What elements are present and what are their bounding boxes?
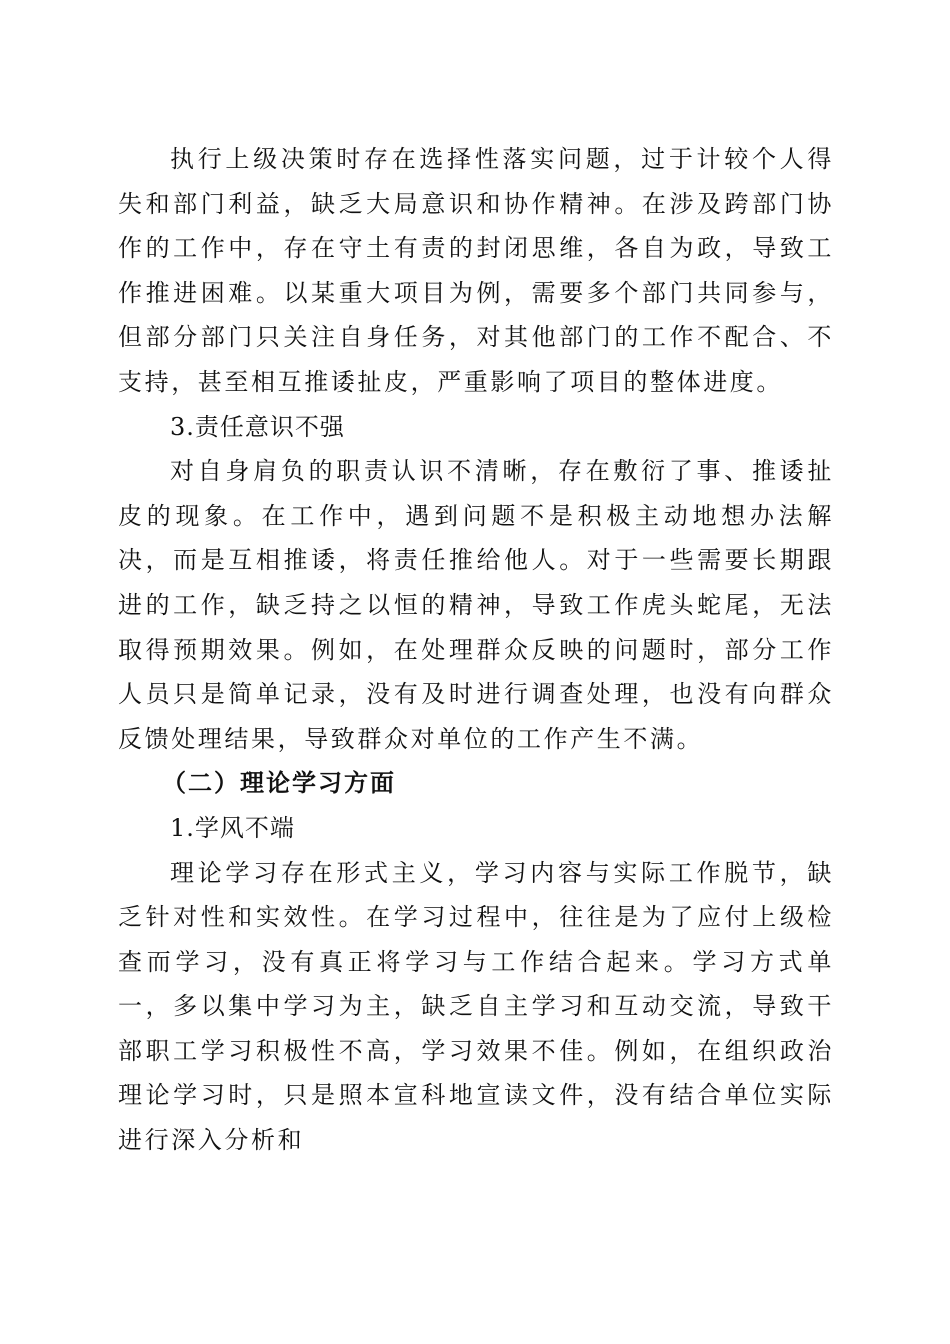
heading-responsibility: 3.责任意识不强 [170, 412, 345, 441]
document-body [118, 137, 834, 1163]
paragraph-collaboration: 执行上级决策时存在选择性落实问题，过于计较个人得失和部门利益，缺乏大局意识和协作精神。在涉及跨部门协作的工作中，存在守土有责的封闭思维，各自为政，导致工作推进困难。以某重大项目为例，需要多个部门共同参与，但部分部门只关注自身任务，对其他部门的工作不配合、不支持，甚至相互推诿扯皮，严重影响了项目的整体进度。 [118, 145, 834, 396]
section-heading-theory-study: （二）理论学习方面 [162, 768, 396, 798]
paragraph-study-style: 理论学习存在形式主义，学习内容与实际工作脱节，缺乏针对性和实效性。在学习过程中，往往是为了应付上级检查而学习，没有真正将学习与工作结合起来。学习方式单一，多以集中学习为主，缺乏自主学习和互动交流，导致干部职工学习积极性不高，学习效果不佳。例如，在组织政治理论学习时，只是照本宣科地宣读文件，没有结合单位实际进行深入分析和 [118, 858, 834, 1155]
paragraph-responsibility: 对自身肩负的职责认识不清晰，存在敷衍了事、推诿扯皮的现象。在工作中，遇到问题不是积极主动地想办法解决，而是互相推诿，将责任推给他人。对于一些需要长期跟进的工作，缺乏持之以恒的精神，导致工作虎头蛇尾，无法取得预期效果。例如，在处理群众反映的问题时，部分工作人员只是简单记录，没有及时进行调查处理，也没有向群众反馈处理结果，导致群众对单位的工作产生不满。 [118, 457, 834, 753]
heading-study-style: 1.学风不端 [170, 813, 295, 842]
